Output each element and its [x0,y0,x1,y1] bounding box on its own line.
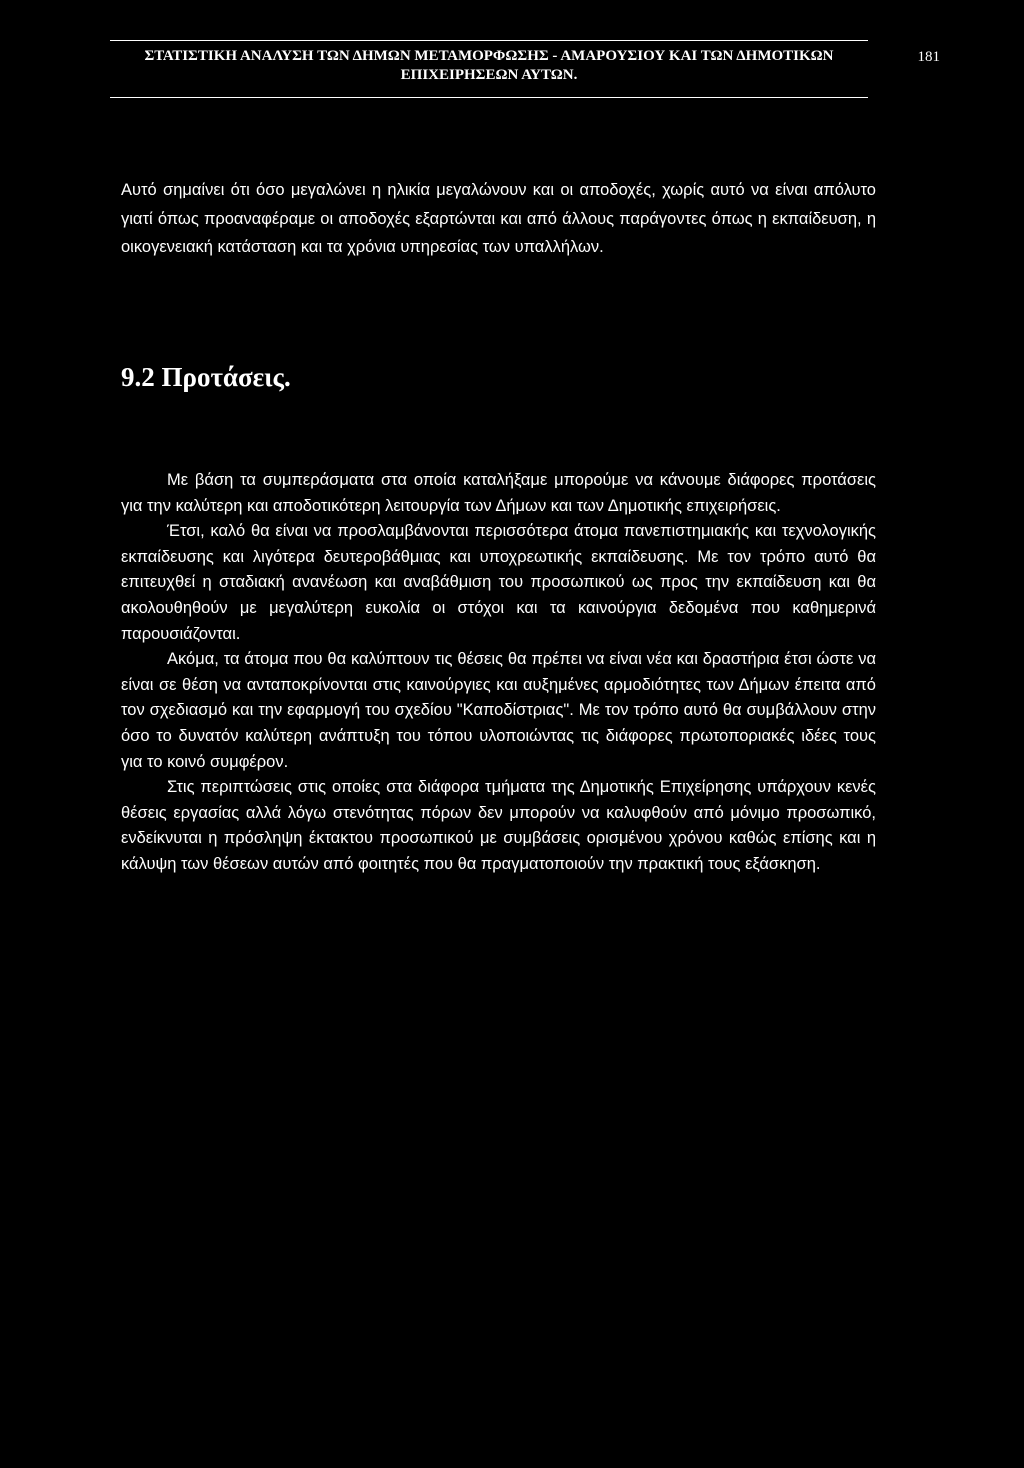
running-header-title: ΣΤΑΤΙΣΤΙΚΗ ΑΝΑΛΥΣΗ ΤΩΝ ΔΗΜΩΝ ΜΕΤΑΜΟΡΦΩΣΗΣ - ΑΜΑΡΟΥΣΙΟΥ ΚΑΙ ΤΩΝ ΔΗΜΟΤΙΚΩΝ ΕΠΙΧΕΙΡΗΣΕΩΝ ΑΥΤΩΝ. [144,48,834,83]
page-number: 181 [917,49,940,65]
section-heading: 9.2 Προτάσεις. [121,362,291,392]
paragraph-conclusions: Με βάση τα συμπεράσματα στα οποία καταλήξαμε μπορούμε να κάνουμε διάφορες προτάσεις για την καλύτερη και αποδοτικότερη λειτουργία των Δήμων και των Δημοτικής επιχειρήσεις. [121,471,876,515]
header-rule-top [110,40,868,41]
header-rule-bottom [110,97,868,98]
paragraph-young-staff: Ακόμα, τα άτομα που θα καλύπτουν τις θέσεις θα πρέπει να είναι νέα και δραστήρια έτσι ώστε να είναι σε θέση να ανταποκρίνονται στις καινούργιες και αυξημένες αρμοδιότητες των Δήμων έπειτα από τον σχεδιασμό και την εφαρμογή του σχεδίου "Καποδίστριας". Με τον τρόπο αυτό θα συμβάλλουν στην όσο το δυνατόν καλύτερη ανάπτυξη του τόπου υλοποιώντας τις διάφορες πρωτοποριακές ιδέες τους για το κοινό συμφέρον. [121,650,876,771]
intro-paragraph: Αυτό σημαίνει ότι όσο μεγαλώνει η ηλικία μεγαλώνουν και οι αποδοχές, χωρίς αυτό να είναι απόλυτο γιατί όπως προαναφέραμε οι αποδοχές εξαρτώνται και από άλλους παράγοντες όπως η εκπαίδευση, η οικογενειακή κατάσταση και τα χρόνια υπηρεσίας των υπαλλήλων. [121,181,876,256]
paragraph-hiring-education: Έτσι, καλό θα είναι να προσλαμβάνονται περισσότερα άτομα πανεπιστημιακής και τεχνολογικής εκπαίδευσης και λιγότερα δευτεροβάθμιας και υποχρεωτικής εκπαίδευσης. Με τον τρόπο αυτό θα επιτευχθεί η σταδιακή ανανέωση και αναβάθμιση του προσωπικού ως προς την εκπαίδευση και θα ακολουθηθούν με μεγαλύτερη ευκολία οι στόχοι και τα καινούργια δεδομένα που καθημερινά παρουσιάζονται. [121,522,876,643]
paragraph-temporary-staff: Στις περιπτώσεις στις οποίες στα διάφορα τμήματα της Δημοτικής Επιχείρησης υπάρχουν κενές θέσεις εργασίας αλλά λόγω στενότητας πόρων δεν μπορούν να καλυφθούν από μόνιμο προσωπικό, ενδείκνυται η πρόσληψη έκτακτου προσωπικού με συμβάσεις ορισμένου χρόνου καθώς επίσης και η κάλυψη των θέσεων αυτών από φοιτητές που θα πραγματοποιούν την πρακτική τους εξάσκηση. [121,778,876,873]
section-body [121,468,876,878]
